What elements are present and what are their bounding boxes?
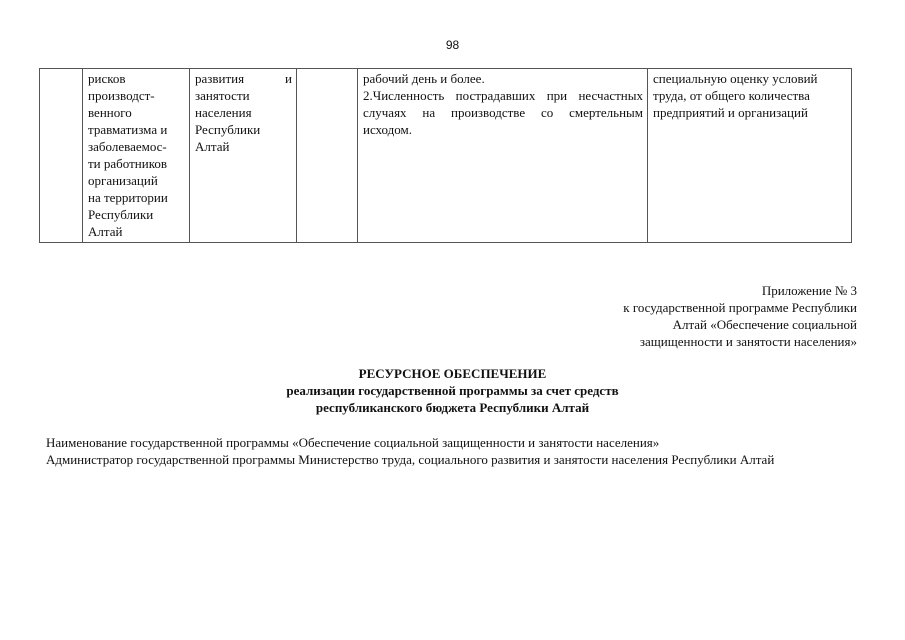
cell-line: Алтай <box>88 224 123 239</box>
cell-word: и <box>285 71 292 86</box>
table-cell-result <box>648 69 852 243</box>
heading-line: реализации государственной программы за счет средств <box>286 383 619 398</box>
cell-line: венного <box>88 105 132 120</box>
program-info <box>46 434 862 468</box>
cell-line: заболеваемос- <box>88 139 167 154</box>
cell-word: развития <box>195 71 245 86</box>
appendix-line: Приложение № 3 <box>761 283 857 298</box>
cell-line: населения <box>195 105 252 120</box>
heading-line: РЕСУРСНОЕ ОБЕСПЕЧЕНИЕ <box>358 366 547 381</box>
table-cell-number <box>40 69 83 243</box>
table-cell-empty <box>297 69 358 243</box>
cell-line: на территории <box>88 190 168 205</box>
table-cell-indicators <box>358 69 648 243</box>
cell-line <box>195 70 292 87</box>
appendix-line: Алтай «Обеспечение социальной <box>672 317 857 332</box>
appendix-block <box>557 282 857 350</box>
cell-line: Республики <box>88 207 154 222</box>
cell-paragraph: специальную оценку условий труда, от общего количества предприятий и организаций <box>653 71 818 120</box>
cell-line: травматизма и <box>88 122 168 137</box>
appendix-line: защищенности и занятости населения» <box>639 334 857 349</box>
cell-line: Алтай <box>195 139 230 154</box>
table-cell-task <box>83 69 190 243</box>
appendix-line: к государственной программе Республики <box>623 300 857 315</box>
program-name-line: Наименование государственной программы «Обеспечение социальной защищенности и занятости населения» <box>46 435 660 450</box>
cell-paragraph: 2.Численность пострадавших при несчастных случаях на производстве со смертельным исходом. <box>363 88 643 137</box>
cell-line: ти работников <box>88 156 167 171</box>
section-heading <box>0 365 905 416</box>
cell-line: рабочий день и более. <box>363 71 485 86</box>
table-cell-executor <box>190 69 297 243</box>
cell-line: Республики <box>195 122 261 137</box>
continuation-table <box>39 68 852 243</box>
cell-line: занятости <box>195 88 250 103</box>
cell-line: производст- <box>88 88 155 103</box>
administrator-line: Администратор государственной программы Министерство труда, социального развития и занятости населения Республики Алтай <box>46 452 775 467</box>
page-number: 98 <box>445 38 460 52</box>
cell-line: организаций <box>88 173 158 188</box>
heading-line: республиканского бюджета Республики Алтай <box>315 400 590 415</box>
cell-line: рисков <box>88 71 126 86</box>
table-row <box>40 69 852 243</box>
